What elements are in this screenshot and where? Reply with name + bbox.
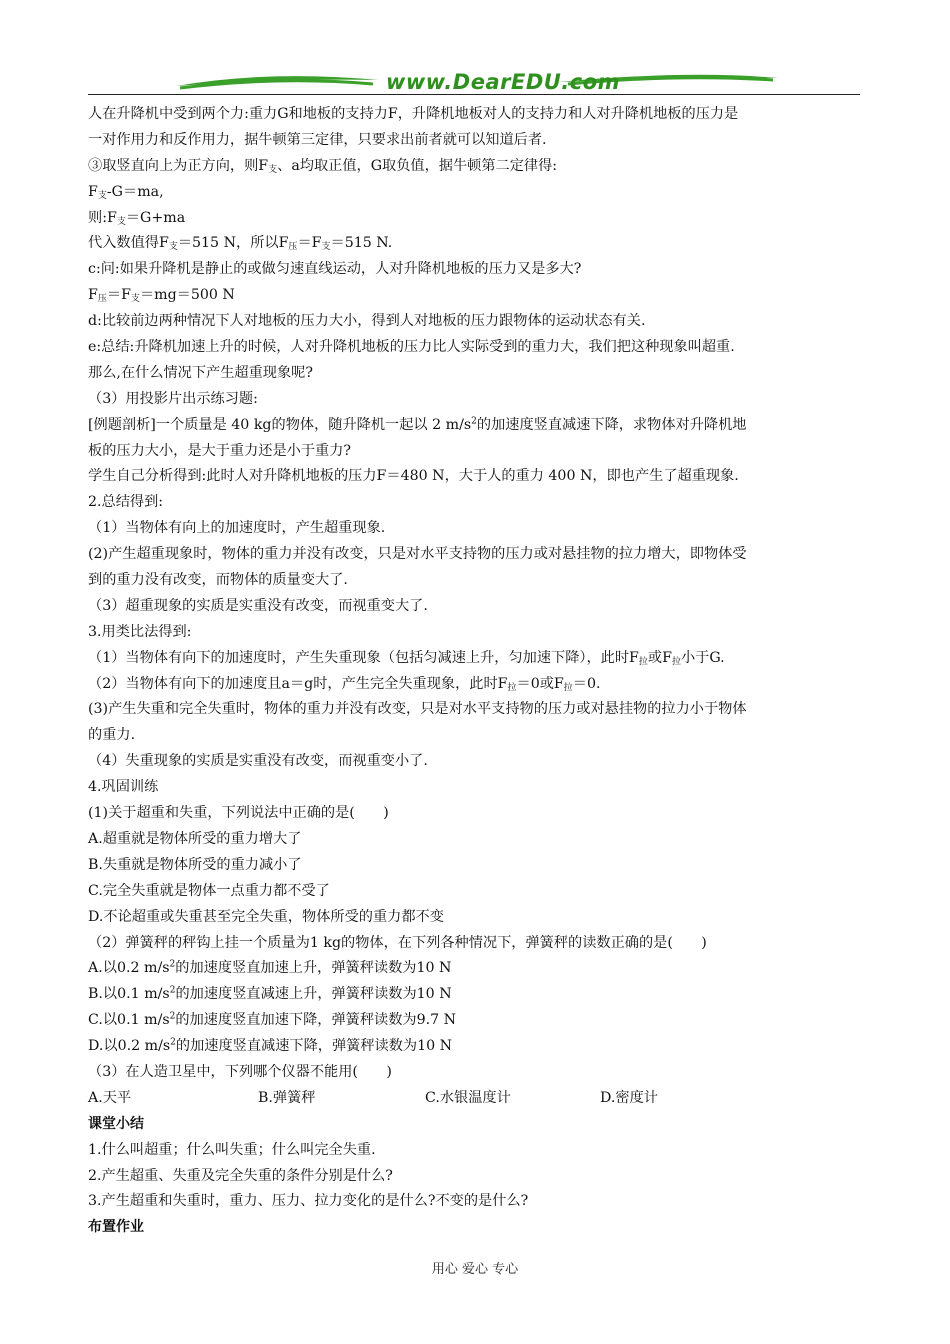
text-line xyxy=(88,387,863,413)
text-run: 2 xyxy=(169,959,176,970)
section-heading xyxy=(88,1215,863,1241)
text-line xyxy=(88,361,863,387)
text-line xyxy=(88,1189,863,1215)
text-run: 拉 xyxy=(671,656,681,667)
text-run: ③取竖直向上为正方向，则F xyxy=(88,157,269,174)
text-run: [例题剖析]一个质量是 40 kg的物体，随升降机一起以 2 m/s xyxy=(88,416,472,433)
text-line xyxy=(88,180,863,206)
text-run: B.失重就是物体所受的重力减小了 xyxy=(88,856,302,873)
text-run: 2 xyxy=(169,985,176,996)
text-line xyxy=(88,956,863,982)
text-line xyxy=(88,283,863,309)
text-run: 的加速度竖直减速上升，弹簧秤读数为10 N xyxy=(175,986,452,1003)
text-run: 支 xyxy=(130,294,140,305)
text-run: 支 xyxy=(321,242,331,253)
text-line xyxy=(88,879,863,905)
text-run: 那么,在什么情况下产生超重现象呢? xyxy=(88,364,313,381)
text-line xyxy=(88,697,863,723)
text-run: F xyxy=(88,183,98,200)
text-line xyxy=(88,542,863,568)
text-line xyxy=(88,905,863,931)
text-run: 3.用类比法得到: xyxy=(88,623,192,640)
text-run: 板的压力大小，是大于重力还是小于重力? xyxy=(88,442,351,459)
text-run: c:问:如果升降机是静止的或做匀速直线运动，人对升降机地板的压力又是多大? xyxy=(88,261,582,278)
answer-option: A.天平 xyxy=(88,1089,132,1106)
text-run: 2 xyxy=(471,415,477,426)
text-run: 的加速度竖直减速下降，求物体对升降机地 xyxy=(476,416,747,433)
text-run: 支 xyxy=(168,242,178,253)
text-line xyxy=(88,1060,863,1086)
text-run: （3）用投影片出示练习题: xyxy=(88,390,258,407)
text-run: （4）失重现象的实质是实重没有改变，而视重变小了. xyxy=(88,753,428,770)
text-run: ＝515 N，所以F xyxy=(177,235,289,252)
text-line xyxy=(88,1008,863,1034)
text-run: ＝F xyxy=(106,287,131,304)
text-run: 拉 xyxy=(507,682,517,693)
text-run: B.以0.1 m/s xyxy=(88,986,170,1003)
text-run: 代入数值得F xyxy=(88,235,169,252)
text-line xyxy=(88,620,863,646)
text-run: 则:F xyxy=(88,209,117,226)
text-run: ＝515 N. xyxy=(330,235,393,252)
text-run: (1)关于超重和失重，下列说法中正确的是( ) xyxy=(88,805,389,822)
text-line xyxy=(88,516,863,542)
text-run: 的加速度竖直加速上升，弹簧秤读数为10 N xyxy=(175,960,452,977)
answer-option: D.密度计 xyxy=(600,1089,658,1106)
text-run: 2 xyxy=(170,1037,176,1048)
text-line xyxy=(88,853,863,879)
text-run: （1）当物体有向下的加速度时，产生失重现象（包括匀减速上升，匀加速下降），此时F xyxy=(88,649,639,666)
text-run: 支 xyxy=(116,216,126,227)
text-run: C.以0.1 m/s xyxy=(88,1012,170,1029)
text-run: 支 xyxy=(97,190,107,201)
text-run: 2 xyxy=(169,1011,176,1022)
text-run: D.以0.2 m/s xyxy=(88,1038,171,1055)
text-run: ＝0或F xyxy=(516,675,564,692)
text-line xyxy=(88,801,863,827)
text-run: 或F xyxy=(647,649,672,666)
text-run: 的重力. xyxy=(88,727,136,744)
text-line xyxy=(88,723,863,749)
text-line xyxy=(88,439,863,465)
text-line xyxy=(88,982,863,1008)
text-run: 支 xyxy=(268,164,278,175)
text-run: 4.巩固训练 xyxy=(88,779,159,796)
text-line xyxy=(88,128,863,154)
text-run: d:比较前边两种情况下人对地板的压力大小，得到人对地板的压力跟物体的运动状态有关. xyxy=(88,313,646,330)
text-run: 一对作用力和反作用力，据牛顿第三定律，只要求出前者就可以知道后者. xyxy=(88,131,547,148)
text-line xyxy=(88,154,863,180)
text-run: ＝G+ma xyxy=(125,209,186,226)
text-line xyxy=(88,1086,863,1112)
header-divider xyxy=(88,94,860,95)
text-run: 到的重力没有改变，而物体的质量变大了. xyxy=(88,572,348,589)
text-line xyxy=(88,827,863,853)
text-run: 压 xyxy=(288,242,298,253)
text-line xyxy=(88,1164,863,1190)
text-run: C.完全失重就是物体一点重力都不受了 xyxy=(88,882,330,899)
text-run: 拉 xyxy=(563,682,573,693)
text-line xyxy=(88,413,863,439)
page-footer: 用心 爱心 专心 xyxy=(431,1262,519,1277)
text-line xyxy=(88,464,863,490)
text-run: 布置作业 xyxy=(88,1219,144,1236)
text-run: ＝0. xyxy=(572,675,601,692)
text-run: 3.产生超重和失重时，重力、压力、拉力变化的是什么?不变的是什么? xyxy=(88,1193,529,1210)
text-line xyxy=(88,749,863,775)
text-line xyxy=(88,206,863,232)
text-run: 学生自己分析得到:此时人对升降机地板的压力F＝480 N，大于人的重力 400 N，即也产生了超重现象. xyxy=(88,468,739,485)
text-run: e:总结:升降机加速上升的时候，人对升降机地板的压力比人实际受到的重力大，我们把这种现象叫超重. xyxy=(88,339,735,356)
text-line xyxy=(88,646,863,672)
text-run: 小于G. xyxy=(680,649,725,666)
text-run: （3）超重现象的实质是实重没有改变，而视重变大了. xyxy=(88,597,428,614)
site-brand-text: www.DearEDU.com xyxy=(385,70,621,94)
text-run: 的加速度竖直减速下降，弹簧秤读数为10 N xyxy=(175,1038,453,1055)
text-line xyxy=(88,231,863,257)
text-line xyxy=(88,672,863,698)
text-run: F xyxy=(88,287,98,304)
text-run: (2)产生超重现象时，物体的重力并没有改变，只是对水平支持物的压力或对悬挂物的拉力增大，即物体受 xyxy=(88,546,747,563)
text-line xyxy=(88,102,863,128)
text-run: （1）当物体有向上的加速度时，产生超重现象. xyxy=(88,520,386,537)
section-heading xyxy=(88,1112,863,1138)
document-body xyxy=(88,102,863,1241)
text-line xyxy=(88,335,863,361)
text-line xyxy=(88,931,863,957)
text-line xyxy=(88,568,863,594)
text-run: （2）当物体有向下的加速度且a＝g时，产生完全失重现象，此时F xyxy=(88,675,508,692)
text-run: 的加速度竖直加速下降，弹簧秤读数为9.7 N xyxy=(175,1012,457,1029)
answer-option: B.弹簧秤 xyxy=(258,1089,316,1106)
text-run: (3)产生失重和完全失重时，物体的重力并没有改变，只是对水平支持物的压力或对悬挂物的拉力小于物体 xyxy=(88,701,747,718)
text-run: A.以0.2 m/s xyxy=(88,960,170,977)
text-line xyxy=(88,490,863,516)
text-run: 、a均取正值，G取负值，据牛顿第二定律得: xyxy=(277,157,558,174)
text-run: 压 xyxy=(97,294,107,305)
text-run: 课堂小结 xyxy=(88,1115,144,1132)
text-line xyxy=(88,594,863,620)
text-run: D.不论超重或失重甚至完全失重，物体所受的重力都不变 xyxy=(88,908,444,925)
text-run: 2.产生超重、失重及完全失重的条件分别是什么? xyxy=(88,1167,393,1184)
text-run: （3）在人造卫星中，下列哪个仪器不能用( ) xyxy=(88,1063,392,1080)
text-run: ＝mg＝500 N xyxy=(139,287,235,304)
answer-option: C.水银温度计 xyxy=(425,1089,511,1106)
text-line xyxy=(88,1034,863,1060)
text-line xyxy=(88,1138,863,1164)
text-run: 拉 xyxy=(638,656,648,667)
text-run: ＝F xyxy=(297,235,322,252)
text-line xyxy=(88,775,863,801)
text-run: A.超重就是物体所受的重力增大了 xyxy=(88,830,302,847)
text-run: 2.总结得到: xyxy=(88,494,164,511)
text-run: （2）弹簧秤的秤钩上挂一个质量为1 kg的物体，在下列各种情况下，弹簧秤的读数正确的是( ) xyxy=(88,934,707,951)
text-run: 人在升降机中受到两个力:重力G和地板的支持力F，升降机地板对人的支持力和人对升降机地板的压力是 xyxy=(88,106,739,122)
text-run: -G＝ma, xyxy=(106,183,164,200)
text-line xyxy=(88,257,863,283)
text-line xyxy=(88,309,863,335)
text-run: 1.什么叫超重；什么叫失重；什么叫完全失重. xyxy=(88,1141,376,1158)
